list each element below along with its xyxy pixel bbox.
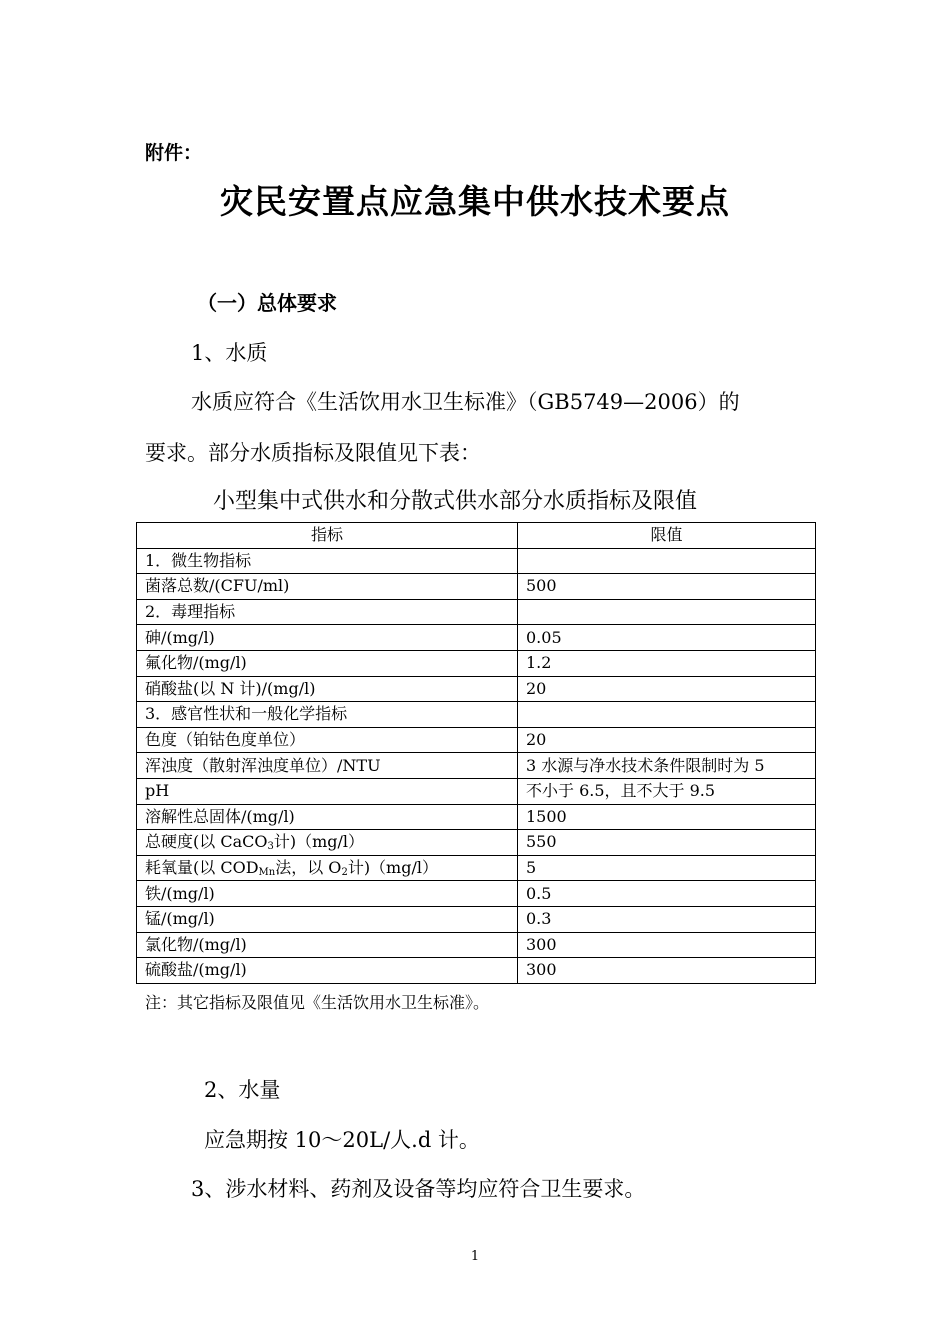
table-note: 注：其它指标及限值见《生活饮用水卫生标准》。 [145, 993, 490, 1012]
indicator-cell: 砷/(mg/l) [137, 625, 518, 651]
water-quality-table [136, 522, 816, 984]
indicator-cell: 氟化物/(mg/l) [137, 650, 518, 676]
table-row [137, 599, 816, 625]
limit-cell: 500 [518, 574, 816, 600]
indicator-text: 计)（mg/l） [273, 832, 365, 852]
indicator-text: 总硬度(以 CaCO [145, 832, 268, 852]
header-limit: 限值 [518, 523, 816, 549]
table-row [137, 804, 816, 830]
limit-cell: 20 [518, 727, 816, 753]
limit-cell [518, 599, 816, 625]
indicator-cell: 锰/(mg/l) [137, 906, 518, 932]
table-header-row [137, 523, 816, 549]
table-row [137, 932, 816, 958]
header-indicator: 指标 [137, 523, 518, 549]
indicator-cell: 3．感官性状和一般化学指标 [137, 702, 518, 728]
water-quality-text-line1: 水质应符合《生活饮用水卫生标准》（GB5749—2006）的 [191, 390, 740, 414]
limit-cell: 20 [518, 676, 816, 702]
indicator-cell: 铁/(mg/l) [137, 881, 518, 907]
indicator-text: 耗氧量(以 COD [145, 858, 259, 878]
indicator-cell: 硫酸盐/(mg/l) [137, 958, 518, 984]
table-row [137, 727, 816, 753]
subscript: 2 [341, 867, 348, 879]
table-row [137, 625, 816, 651]
indicator-cell: 溶解性总固体/(mg/l) [137, 804, 518, 830]
materials-requirement-text: 3、涉水材料、药剂及设备等均应符合卫生要求。 [191, 1177, 646, 1201]
table-row [137, 574, 816, 600]
water-quality-text-line2: 要求。部分水质指标及限值见下表： [145, 441, 481, 465]
limit-cell: 3 水源与净水技术条件限制时为 5 [518, 753, 816, 779]
limit-cell: 300 [518, 932, 816, 958]
item-heading-water-quantity: 2、水量 [204, 1078, 281, 1102]
table-row [137, 650, 816, 676]
indicator-text: 法，以 O [275, 858, 342, 878]
table-row [137, 778, 816, 804]
page-number: 1 [470, 1249, 480, 1264]
indicator-cell: 氯化物/(mg/l) [137, 932, 518, 958]
limit-cell: 1.2 [518, 650, 816, 676]
table-row [137, 548, 816, 574]
table-caption: 小型集中式供水和分散式供水部分水质指标及限值 [213, 489, 698, 514]
document-title: 灾民安置点应急集中供水技术要点 [220, 182, 730, 221]
limit-cell: 300 [518, 958, 816, 984]
indicator-cell [137, 830, 518, 856]
table-row [137, 855, 816, 881]
table-row [137, 830, 816, 856]
table-row [137, 753, 816, 779]
indicator-text: 计)（mg/l） [347, 858, 438, 878]
table-row [137, 958, 816, 984]
indicator-cell: 色度（铂钴色度单位） [137, 727, 518, 753]
item-heading-water-quality: 1、水质 [191, 341, 268, 365]
limit-cell: 550 [518, 830, 816, 856]
indicator-cell: 硝酸盐(以 N 计)/(mg/l) [137, 676, 518, 702]
limit-cell: 0.5 [518, 881, 816, 907]
indicator-cell: pH [137, 778, 518, 804]
table-row [137, 702, 816, 728]
section-heading-general: （一）总体要求 [197, 291, 337, 315]
indicator-cell [137, 855, 518, 881]
limit-cell: 0.3 [518, 906, 816, 932]
limit-cell: 1500 [518, 804, 816, 830]
limit-cell [518, 548, 816, 574]
subscript: 3 [267, 841, 274, 853]
indicator-cell: 菌落总数/(CFU/ml) [137, 574, 518, 600]
table-row [137, 881, 816, 907]
attachment-label: 附件： [145, 142, 203, 164]
subscript: Mn [258, 867, 276, 879]
limit-cell: 0.05 [518, 625, 816, 651]
limit-cell [518, 702, 816, 728]
table-row [137, 676, 816, 702]
indicator-cell: 2．毒理指标 [137, 599, 518, 625]
indicator-cell: 1．微生物指标 [137, 548, 518, 574]
indicator-cell: 浑浊度（散射浑浊度单位）/NTU [137, 753, 518, 779]
table-row [137, 906, 816, 932]
limit-cell: 5 [518, 855, 816, 881]
water-quantity-text: 应急期按 10～20L/人.d 计。 [204, 1128, 480, 1152]
limit-cell: 不小于 6.5，且不大于 9.5 [518, 778, 816, 804]
